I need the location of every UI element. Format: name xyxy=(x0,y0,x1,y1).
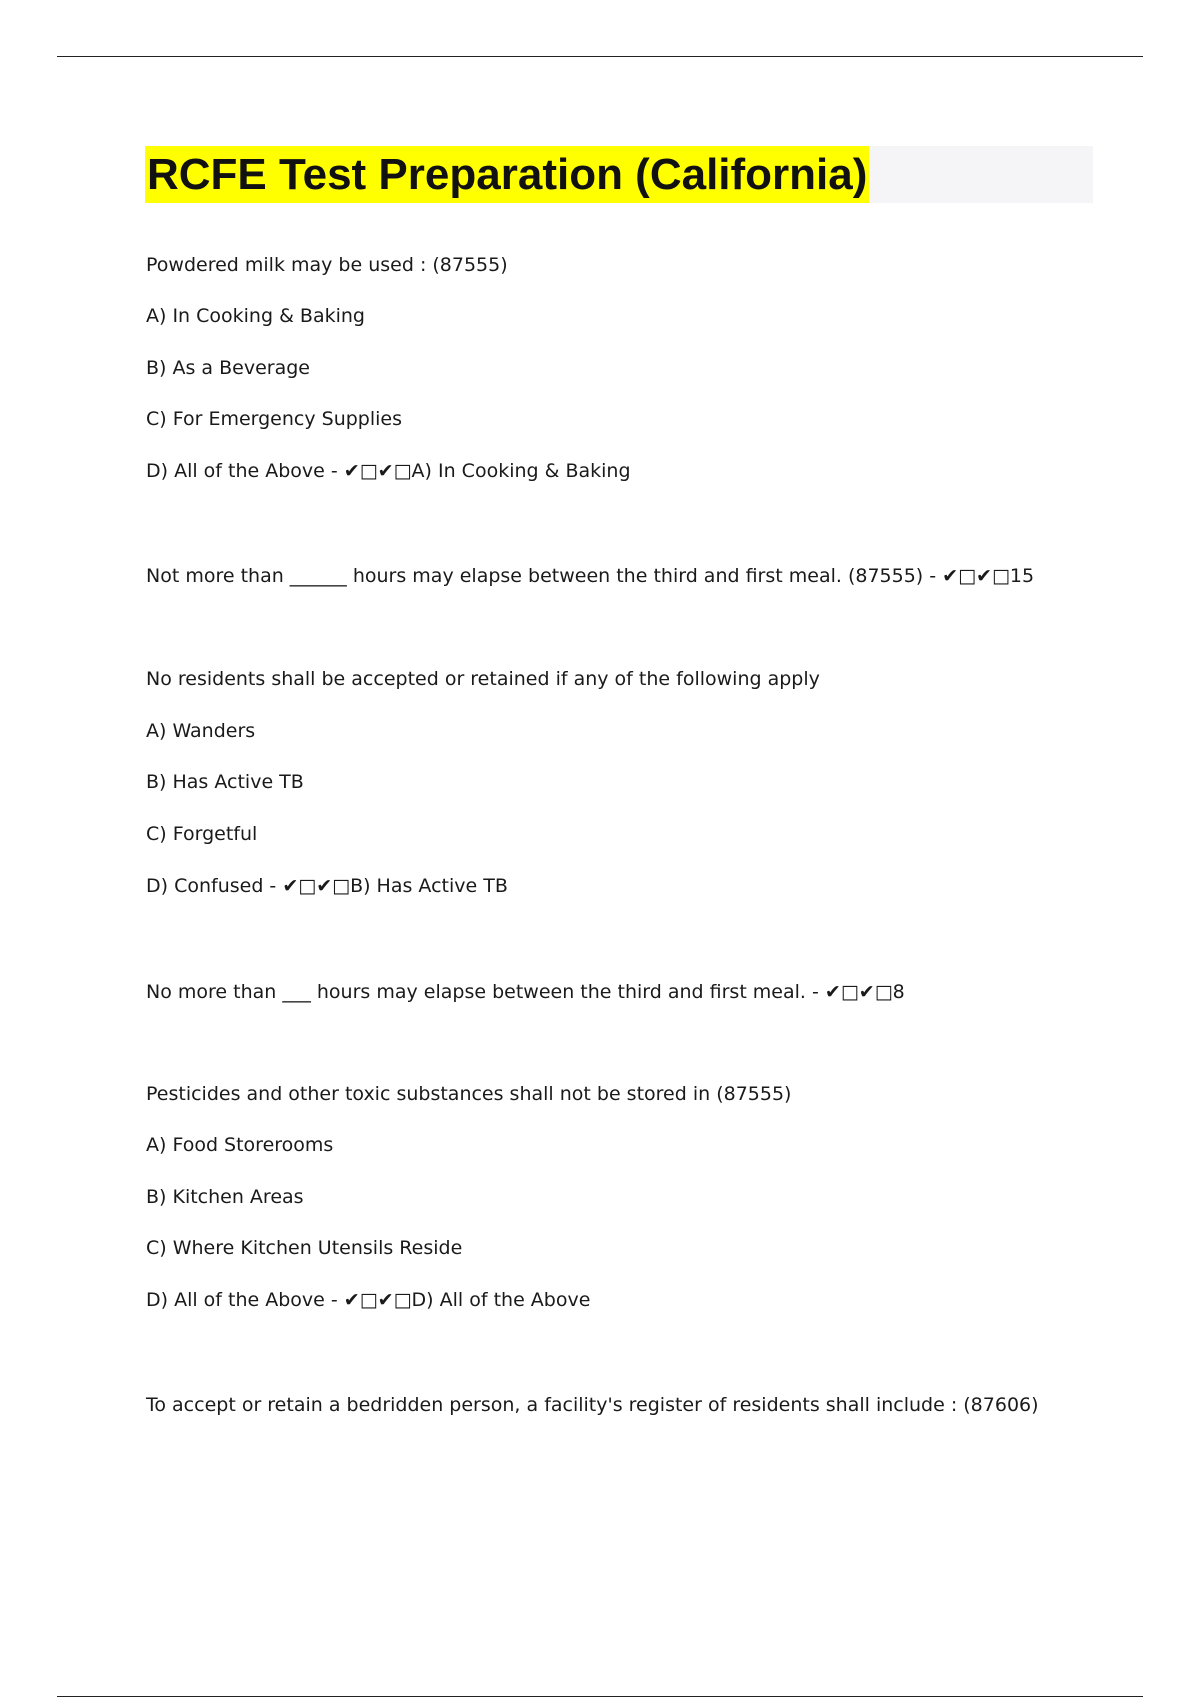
option-line: A) Wanders xyxy=(146,720,256,742)
option-line: C) For Emergency Supplies xyxy=(146,408,403,430)
option-line: B) As a Beverage xyxy=(146,357,310,379)
option-line: C) Forgetful xyxy=(146,823,258,845)
answer-line: D) Confused - ✔□✔□B) Has Active TB xyxy=(146,875,508,897)
option-line: C) Where Kitchen Utensils Reside xyxy=(146,1237,463,1259)
option-line: A) Food Storerooms xyxy=(146,1134,334,1156)
top-rule xyxy=(57,56,1143,57)
question-third-first-meal: Not more than ______ hours may elapse between the third and first meal. (87555) - ✔□✔□15 xyxy=(146,565,1035,587)
answer-line: D) All of the Above - ✔□✔□A) In Cooking & Baking xyxy=(146,460,631,482)
question-bedridden-register: To accept or retain a bedridden person, a facility's register of residents shall include : (87606) xyxy=(146,1394,1039,1416)
question-meal-hours: No more than ___ hours may elapse between the third and first meal. - ✔□✔□8 xyxy=(146,981,905,1003)
question-powdered-milk: Powdered milk may be used : (87555) xyxy=(146,254,508,276)
question-residents-retained: No residents shall be accepted or retained if any of the following apply xyxy=(146,668,820,690)
option-line: B) Has Active TB xyxy=(146,771,304,793)
answer-line: D) All of the Above - ✔□✔□D) All of the Above xyxy=(146,1289,591,1311)
question-pesticides: Pesticides and other toxic substances shall not be stored in (87555) xyxy=(146,1083,792,1105)
document-title: RCFE Test Preparation (California) xyxy=(145,146,869,203)
bottom-rule xyxy=(57,1696,1143,1697)
option-line: A) In Cooking & Baking xyxy=(146,305,365,327)
option-line: B) Kitchen Areas xyxy=(146,1186,304,1208)
